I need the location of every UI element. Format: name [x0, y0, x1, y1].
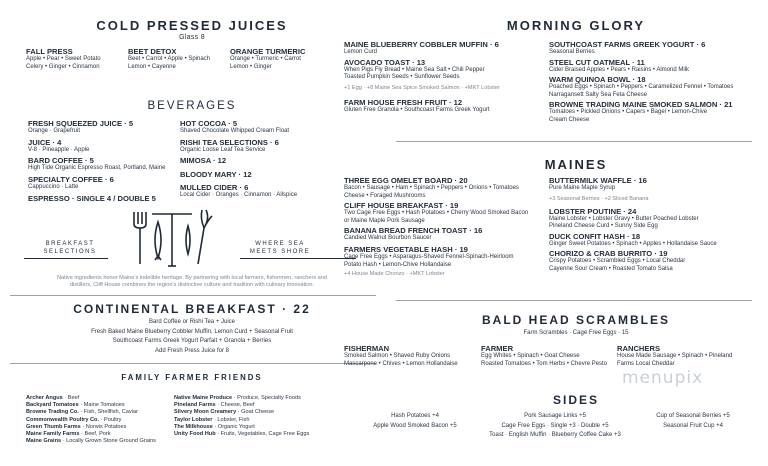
intro-line: Native ingredients honor Maine's indelible heritage. By partnering with local farmers, fishermen, ranchers and — [56, 275, 328, 281]
morning-right — [549, 40, 759, 125]
beverages-left — [28, 119, 178, 203]
side-item: Apple Wood Smoked Bacon +5 — [373, 422, 457, 429]
farm-name: Backyard Tomatoes — [26, 402, 79, 409]
farm-desc: · Organic Yogurt — [214, 423, 255, 430]
beverage-name: MIMOSA · 12 — [180, 156, 227, 166]
beverage-desc: Cappuccino · Latte — [28, 183, 79, 190]
scramble-item — [344, 344, 484, 368]
item-desc: Crispy Potatoes • Scrambled Eggs • Local Cheddar — [549, 258, 686, 265]
continental-line: Fresh Baked Maine Blueberry Cobbler Muffin, Lemon Curd + Seasonal Fruit — [91, 328, 293, 335]
farm-desc: · Goat Cheese — [237, 409, 275, 416]
maines-title: MAINES — [544, 157, 608, 172]
beverage-item — [28, 138, 178, 155]
farm-name: Silvery Moon Creamery — [174, 409, 237, 416]
item-desc: Maine Lobster • Lobster Gravy • Butter Poached Lobster — [549, 215, 699, 222]
item-desc: Smoked Salmon • Shaved Ruby Onions — [344, 353, 451, 359]
juice-item — [230, 47, 350, 71]
morning-left — [344, 40, 544, 114]
farm-desc: · Fish, Shellfish, Caviar — [80, 409, 138, 416]
continental-lines — [0, 318, 384, 356]
logo-right-text: WHERE SEA MEETS SHORE — [249, 241, 311, 255]
farm-name: Maine Grains — [26, 438, 62, 445]
beverage-desc: Shaved Chocolate Whipped Cream Float — [180, 128, 290, 134]
farm-name: The Milkhouse — [174, 423, 213, 430]
farm-row — [26, 409, 176, 416]
beverage-desc: Organic Loose Leaf Tea Service — [180, 146, 266, 153]
fish-body — [155, 222, 161, 258]
beverage-item — [180, 170, 360, 179]
farm-name: Native Maine Produce — [174, 395, 233, 401]
item-desc: Pure Maine Maple Syrup — [549, 185, 616, 191]
item-desc: When Pigs Fly Bread • Maine Sea Salt • Chili Pepper — [344, 66, 485, 73]
juice-name: BEET DETOX — [128, 47, 177, 56]
side-item: Seasonal Fruit Cup +4 — [663, 422, 723, 429]
item-name: BANANA BREAD FRENCH TOAST · 16 — [344, 226, 483, 236]
item-desc: Cayenne Sour Cream • Roasted Tomato Salsa — [549, 265, 673, 272]
juice-item — [128, 47, 228, 71]
item-addon: +1 Egg · +8 Maine Sea Spice Smoked Salmon · +MKT Lobster — [344, 84, 500, 91]
farm-desc: · Cheese, Beef — [217, 402, 255, 409]
juice-desc: Lemon • Cayenne — [128, 63, 176, 70]
item-name: WARM QUINOA BOWL · 18 — [549, 75, 646, 85]
menu-item — [549, 40, 759, 57]
item-name: RANCHERS — [617, 344, 661, 353]
farm-row — [26, 402, 176, 409]
menu-item — [549, 58, 759, 75]
item-name: MAINE BLUEBERRY COBBLER MUFFIN · 6 — [344, 40, 499, 49]
side-item: Pork Sausage Links +5 — [524, 413, 586, 419]
farm-name: Unity Food Hub — [174, 431, 216, 438]
juice-name: FALL PRESS — [26, 47, 73, 56]
item-desc: Narragansett Salty Sea Feta Cheese — [549, 91, 648, 98]
juice-desc: Lemon • Ginger — [230, 63, 272, 70]
juice-desc: Beet • Carrot • Apple • Spinach — [128, 56, 211, 62]
item-desc: Cider Braised Apples • Pears • Raisins • Almond Milk — [549, 66, 690, 73]
farm-name: Commonwealth Poultry Co. — [26, 416, 100, 423]
juices-subtitle: Glass 8 — [179, 34, 205, 41]
cliff-house-logo — [118, 206, 228, 268]
menu-item — [344, 40, 544, 57]
farm-row — [174, 431, 364, 438]
farm-desc: · Fruits, Vegetables, Cage Free Eggs — [217, 431, 310, 438]
item-name: FARM HOUSE FRESH FRUIT · 12 — [344, 97, 463, 107]
item-desc: Farms Local Cheddar — [617, 360, 675, 367]
intro-text — [4, 275, 380, 290]
beverage-desc: Orange · Grapefruit — [28, 128, 81, 134]
beverages-right — [180, 119, 360, 200]
divider — [10, 363, 376, 364]
menu-item — [549, 100, 759, 124]
beverage-item — [28, 156, 178, 173]
item-name: DUCK CONFIT HASH · 18 — [549, 231, 641, 241]
morning-title: MORNING GLORY — [506, 18, 646, 33]
farm-row — [174, 417, 364, 424]
juices-title: COLD PRESSED JUICES — [96, 18, 288, 33]
beverage-desc: High Tide Organic Espresso Roast, Portland, Maine — [28, 165, 166, 172]
item-desc: Poached Eggs • Spinach • Peppers • Caramelized Fennel • Tomatoes — [549, 84, 734, 91]
item-desc: Tomatoes • Pickled Onions • Capers • Bagel • Lemon-Chive — [549, 109, 708, 116]
divider — [396, 300, 752, 301]
beverage-item — [180, 183, 360, 200]
farm-name: Archer Angus — [26, 395, 63, 401]
scramble-item — [617, 344, 757, 368]
item-desc: Cream Cheese — [549, 116, 590, 123]
continental-line: Bard Coffee or Rishi Tea + Juice — [149, 319, 235, 325]
farm-row — [174, 402, 364, 409]
item-desc: Toasted Pumpkin Seeds • Sunflower Seeds — [344, 74, 460, 81]
beverage-desc: V-8 · Pineapple · Apple — [28, 146, 90, 153]
menu-item — [344, 98, 544, 115]
item-desc: Cheese • Foraged Mushrooms — [344, 192, 426, 199]
menu-item — [549, 249, 759, 273]
maines-right — [549, 176, 759, 274]
menu-item — [344, 201, 544, 225]
farm-name: Taylor Lobster — [174, 416, 213, 423]
beverage-name: FRESH SQUEEZED JUICE · 5 — [28, 119, 134, 128]
farm-row — [26, 424, 176, 431]
beverage-name: ESPRESSO · SINGLE 4 / DOUBLE 5 — [28, 194, 156, 204]
item-name: STEEL CUT OATMEAL · 11 — [549, 57, 645, 67]
item-desc: Egg Whites • Spinach • Goat Cheese — [481, 353, 580, 359]
farm-name: Browne Trading Co. — [26, 409, 79, 416]
juice-name: ORANGE TURMERIC — [230, 47, 306, 56]
family-left — [26, 395, 176, 445]
item-desc: Ginger Sweet Potatoes • Spinach • Apples • Hollandaise Sauce — [549, 240, 717, 247]
menu-item — [344, 245, 544, 278]
sides-col — [350, 412, 480, 431]
item-desc: Cage Free Eggs • Asparagus-Shaved Fennel-Spinach-Heirloom — [344, 253, 514, 260]
beverage-name: SPECIALTY COFFEE · 6 — [28, 174, 114, 184]
farm-desc: · Lobster, Fish — [214, 416, 250, 423]
beverage-name: JUICE · 4 — [28, 137, 62, 147]
logo-right-rule — [240, 258, 356, 259]
divider — [396, 141, 752, 142]
item-name: FARMER — [481, 344, 514, 353]
watermark-text: menupix — [622, 368, 704, 388]
item-desc: Potato Hash • Lemon-Chive Hollandaise — [344, 261, 452, 268]
item-name: SOUTHCOAST FARMS GREEK YOGURT · 6 — [549, 40, 706, 49]
item-desc: Bacon • Sausage • Ham • Spinach • Peppers • Onions • Tomatoes — [344, 185, 519, 191]
continental-line: Add Fresh Press Juice for 8 — [154, 347, 230, 354]
farm-desc: · Locally Grown Stone Ground Grains — [62, 438, 156, 445]
farm-row — [26, 438, 176, 445]
side-item: Hash Potatoes +4 — [391, 413, 439, 419]
item-desc: or Maine Maple Pork Sausage — [344, 217, 425, 224]
side-item: Toast · English Muffin · Blueberry Coffee Cake +3 — [489, 432, 621, 439]
beverage-item — [180, 156, 360, 165]
menu-item — [344, 176, 544, 200]
menu-item — [344, 226, 544, 243]
farm-row — [174, 409, 364, 416]
farm-desc: · Beef, Pork — [81, 431, 111, 438]
item-name: BUTTERMILK WAFFLE · 16 — [549, 176, 647, 185]
item-desc: Lemon Curd — [344, 49, 378, 55]
scramble-item — [481, 344, 621, 368]
sides-title: SIDES — [552, 393, 599, 407]
family-title: FAMILY FARMER FRIENDS — [121, 373, 263, 382]
juice-item — [26, 47, 126, 71]
item-desc: Mascarpone • Chives • Lemon Hollandaise — [344, 360, 458, 367]
farm-row — [26, 395, 176, 402]
menu-item — [549, 232, 759, 249]
menu-item — [549, 176, 759, 203]
item-desc: Pineland Cheese Curd • Sunny Side Egg — [549, 223, 658, 230]
farm-desc: · Norwis Potatoes — [82, 423, 127, 430]
divider — [10, 295, 376, 296]
farm-name: Green Thumb Farms — [26, 423, 81, 430]
farm-desc: · Poultry — [100, 416, 122, 423]
beverage-item — [28, 119, 178, 136]
beverage-item — [180, 119, 360, 136]
farm-row — [174, 395, 364, 402]
logo-left-rule — [24, 258, 108, 259]
farm-row — [174, 424, 364, 431]
juice-desc: Apple • Pear • Sweet Potato — [26, 56, 101, 62]
fork-head — [134, 212, 146, 228]
beverage-desc: Local Cider · Oranges · Cinnamon · Allspice — [180, 192, 298, 199]
menu-item — [344, 58, 544, 92]
beverages-title: BEVERAGES — [147, 100, 237, 112]
farm-desc: · Produce, Specialty Foods — [233, 395, 301, 401]
farm-name: Pineland Farms — [174, 402, 216, 409]
continental-title: CONTINENTAL BREAKFAST · 22 — [73, 302, 311, 316]
intro-line: distillers, Cliff House combines the region's distinctive culture and tradition with culinary innovation. — [69, 282, 315, 289]
beverage-name: BARD COFFEE · 5 — [28, 156, 94, 166]
beverage-item — [180, 138, 360, 155]
menu-item — [549, 75, 759, 99]
item-desc: Gluten Free Granola • Southcoast Farms Greek Yogurt — [344, 106, 490, 113]
item-desc: Candied Walnut Bourbon Saucer — [344, 235, 432, 242]
menu-item — [549, 207, 759, 231]
beverage-name: MULLED CIDER · 6 — [180, 183, 249, 193]
side-item: Cage Free Eggs · Single +3 · Double +5 — [501, 422, 609, 429]
logo-left-text: BREAKFAST SELECTIONS — [43, 241, 97, 255]
farm-desc: · Maine Tomatoes — [80, 402, 125, 409]
item-name: FISHERMAN — [344, 344, 390, 353]
beverage-item — [28, 194, 178, 203]
beverage-name: RISHI TEA SELECTIONS · 6 — [180, 137, 279, 147]
item-name: FARMERS VEGETABLE HASH · 19 — [344, 244, 468, 254]
item-addon: +4 House Made Chorizo · +MKT Lobster — [344, 271, 445, 278]
farm-row — [26, 417, 176, 424]
family-right — [174, 395, 364, 438]
item-name: THREE EGG OMELET BOARD · 20 — [344, 176, 468, 185]
juice-desc: Orange • Turmeric • Carrot — [230, 56, 301, 62]
juice-desc: Celery • Ginger • Cinnamon — [26, 63, 100, 70]
item-desc: Roasted Tomatoes • Tom Herbs • Chevre Pesto — [481, 360, 608, 367]
item-name: BROWNE TRADING MAINE SMOKED SALMON · 21 — [549, 100, 733, 110]
farm-row — [26, 431, 176, 438]
beverage-item — [28, 175, 178, 192]
item-addon: +3 Seasonal Berries · +2 Sliced Banana — [549, 195, 649, 202]
item-name: LOBSTER POUTINE · 24 — [549, 206, 637, 216]
sides-col — [480, 412, 630, 441]
sides-col — [628, 412, 758, 431]
beverage-name: HOT COCOA · 5 — [180, 119, 238, 128]
farm-desc: · Beef — [64, 395, 80, 401]
side-item: Cup of Seasonal Berries +5 — [656, 413, 730, 419]
beverage-name: BLOODY MARY · 12 — [180, 170, 252, 180]
item-name: CLIFF HOUSE BREAKFAST · 19 — [344, 201, 459, 211]
scrambles-subtitle: Farm Scrambles · Cage Free Eggs · 15 — [523, 330, 629, 336]
item-desc: Two Cage Free Eggs • Hash Potatoes • Cherry Wood Smoked Bacon — [344, 210, 529, 217]
item-desc: House Made Sausage • Spinach • Pineland — [617, 353, 733, 359]
item-desc: Seasonal Berries — [549, 49, 595, 55]
maines-left — [344, 176, 544, 278]
scrambles-title: BALD HEAD SCRAMBLES — [482, 313, 670, 327]
item-name: AVOCADO TOAST · 13 — [344, 57, 426, 67]
continental-line: Southcoast Farms Greek Yogurt Parfait + Granola + Berries — [112, 338, 272, 345]
item-name: CHORIZO & CRAB BURRITO · 19 — [549, 249, 668, 259]
farm-name: Maine Family Farms — [26, 431, 80, 438]
